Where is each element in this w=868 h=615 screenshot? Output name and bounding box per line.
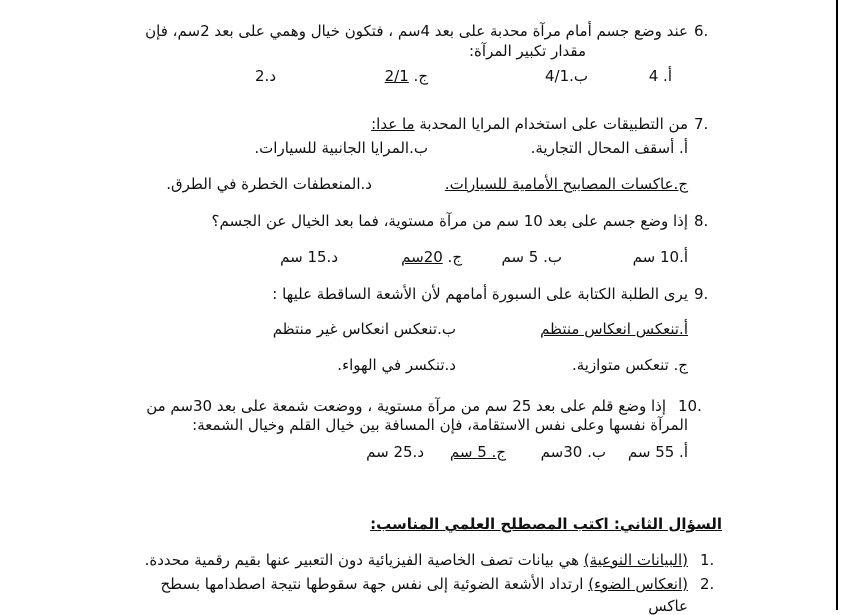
term-1-term: (البيانات النوعية) (583, 551, 688, 569)
q8-option-d: د.15 سم (280, 248, 338, 266)
q9-option-a: أ.تنعكس انعكاس منتظم (540, 320, 688, 338)
term-2-number: 2. (700, 575, 715, 593)
q6-stem-line2: مقدار تكبير المرآة: (469, 42, 586, 60)
q7-option-c: ج.عاكسات المصابيح الأمامية للسيارات. (444, 175, 688, 193)
q9-option-b: ب.تنعكس انعكاس غير منتظم (272, 320, 456, 338)
q8-option-b: ب. 5 سم (501, 248, 562, 266)
term-1-definition: هي بيانات تصف الخاصية الفيزيائية دون التعبير عنها بقيم رقمية محددة. (144, 551, 584, 569)
q9-option-d: د.تنكسر في الهواء. (337, 356, 456, 374)
term-1-line (145, 551, 688, 569)
q9-option-c: ج. تنعكس متوازية. (571, 356, 688, 374)
q10-stem-line2: المرآة نفسها وعلى نفس الاستقامة، فإن المسافة بين خيال القلم وخيال الشمعة: (192, 416, 688, 434)
term-2-line (160, 575, 688, 593)
q10-number: 10. (678, 397, 702, 415)
q7-option-a: أ. أسقف المحال التجارية. (530, 139, 688, 157)
term-2-continuation: عاكس (648, 597, 688, 615)
term-2-definition: ارتداد الأشعة الضوئية إلى نفس جهة سقوطها نتيجة اصطدامها بسطح (160, 575, 589, 593)
q10-stem-line1: إذا وضع قلم على بعد 25 سم من مرآة مستوية ، ووضعت شمعة على بعد 30سم من (146, 397, 666, 415)
q6-option-a: أ. 4 (648, 67, 672, 85)
q6-option-d: د.2 (255, 67, 276, 85)
q9-number: 9. (694, 285, 709, 303)
q10-option-d: د.25 سم (366, 443, 424, 461)
term-1-number: 1. (700, 551, 715, 569)
q9-stem: يرى الطلبة الكتابة على السبورة أمامهم لأن الأشعة الساقطة عليها : (272, 285, 688, 303)
section2-title: السؤال الثاني: اكتب المصطلح العلمي المناسب: (370, 515, 722, 533)
q6-option-c-label: ج. (408, 67, 428, 85)
q10-option-c: ج. 5 سم (449, 443, 506, 461)
q8-stem: إذا وضع جسم على بعد 10 سم من مرآة مستوية، فما بعد الخيال عن الجسم؟ (211, 212, 688, 230)
q8-option-a: أ.10 سم (632, 248, 688, 266)
q10-option-b: ب. 30سم (540, 443, 606, 461)
q10-option-a: أ. 55 سم (627, 443, 688, 461)
q6-option-c (385, 67, 428, 85)
q7-stem (371, 115, 688, 133)
q8-option-c-label: ج. (442, 248, 462, 266)
q8-number: 8. (694, 212, 709, 230)
q7-stem-except: ما عدا: (371, 115, 415, 133)
q7-option-d: د.المنعطفات الخطرة في الطرق. (166, 175, 372, 193)
page-border-right (836, 0, 838, 610)
q6-number: 6. (694, 22, 709, 40)
term-2-term: (انعكاس الضوء) (588, 575, 688, 593)
q7-stem-text: من التطبيقات على استخدام المرايا المحدبة (419, 115, 688, 133)
q6-option-b: ب.4/1 (544, 67, 588, 85)
q8-option-c (401, 248, 462, 266)
q6-stem-line1: عند وضع جسم أمام مرآة محدبة على بعد 4سم ، فتكون خيال وهمي على بعد 2سم، فإن (145, 22, 688, 40)
q7-number: 7. (694, 115, 709, 133)
q6-option-c-value: 2/1 (384, 67, 409, 85)
q8-option-c-value: 20سم (401, 248, 443, 266)
q7-option-b: ب.المرايا الجانبية للسيارات. (254, 139, 428, 157)
